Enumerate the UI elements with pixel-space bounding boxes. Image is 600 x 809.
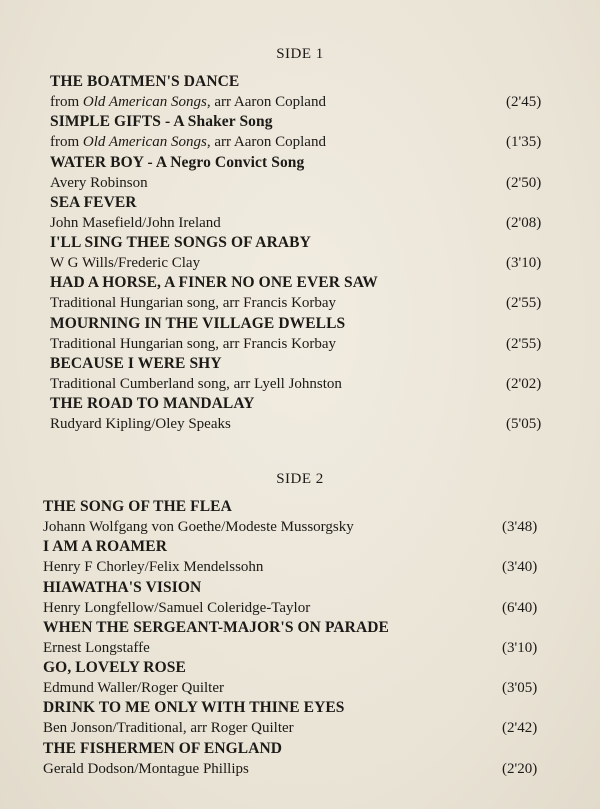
track-item (43, 739, 600, 779)
track-credit (43, 598, 310, 618)
track-title: THE FISHERMEN OF ENGLAND (43, 739, 283, 757)
track-duration: (5'05) (506, 416, 542, 433)
track-item (43, 537, 600, 577)
credit-text: Traditional Cumberland song, arr Lyell Johnston (50, 376, 342, 393)
track-duration: (3'48) (502, 519, 538, 535)
track-credit (43, 517, 354, 537)
track-duration: (2'42) (502, 720, 538, 737)
credit-text: Johann Wolfgang von Goethe/Modeste Mussorgsky (43, 519, 354, 535)
credit-text: Henry F Chorley/Felix Mendelssohn (43, 559, 264, 576)
track-title: HIAWATHA'S VISION (43, 578, 202, 596)
track-item (50, 193, 600, 233)
track-credit (43, 718, 294, 738)
track-credit (50, 293, 336, 313)
credit-source-title: Old American Songs (82, 134, 207, 151)
track-title: SIMPLE GIFTS - A Shaker Song (50, 113, 273, 131)
track-title: WHEN THE SERGEANT-MAJOR'S ON PARADE (43, 618, 389, 636)
side-2-tracklist (0, 497, 600, 779)
track-duration: (2'08) (506, 214, 542, 231)
side-2-heading: SIDE 2 (276, 471, 324, 487)
track-duration: (3'05) (502, 680, 538, 697)
track-title: THE ROAD TO MANDALAY (50, 395, 255, 413)
track-credit (50, 414, 231, 434)
credit-text: John Masefield/John Ireland (50, 214, 221, 231)
track-item (43, 578, 600, 618)
credit-text: Ernest Longstaffe (43, 639, 150, 656)
track-duration: (2'55) (506, 295, 542, 312)
track-title: BECAUSE I WERE SHY (50, 355, 222, 373)
track-item (43, 698, 600, 738)
track-title: HAD A HORSE, A FINER NO ONE EVER SAW (50, 274, 378, 292)
track-credit (50, 173, 148, 193)
track-credit (50, 132, 326, 152)
track-credit (50, 253, 200, 273)
track-item (50, 112, 600, 152)
track-duration: (1'35) (506, 134, 542, 151)
credit-text: Traditional Hungarian song, arr Francis Korbay (50, 335, 337, 352)
track-duration: (2'50) (506, 174, 542, 191)
track-item (50, 354, 600, 394)
track-duration: (2'45) (506, 94, 542, 110)
track-item (50, 72, 600, 112)
credit-arranger: , arr Aaron Copland (206, 134, 326, 151)
track-duration: (3'10) (506, 255, 542, 272)
track-credit (50, 374, 342, 394)
credit-text: Traditional Hungarian song, arr Francis Korbay (50, 295, 337, 312)
track-title: DRINK TO ME ONLY WITH THINE EYES (43, 699, 345, 717)
credit-text: Rudyard Kipling/Oley Speaks (50, 416, 231, 433)
track-duration: (6'40) (502, 599, 538, 616)
track-title: WATER BOY - A Negro Convict Song (50, 153, 305, 171)
track-credit (50, 92, 326, 112)
credit-text: Gerald Dodson/Montague Phillips (43, 760, 249, 777)
side-1-tracklist (0, 72, 600, 435)
track-item (50, 153, 600, 193)
track-duration: (3'10) (502, 639, 538, 656)
credit-text: Henry Longfellow/Samuel Coleridge-Taylor (43, 599, 311, 616)
track-credit (50, 213, 221, 233)
credit-source-title: Old American Songs (82, 94, 207, 110)
track-item (50, 394, 600, 434)
track-title: THE BOATMEN'S DANCE (50, 73, 240, 90)
credit-text: Ben Jonson/Traditional, arr Roger Quilter (43, 720, 294, 737)
side-1-heading: SIDE 1 (276, 46, 324, 62)
track-title: THE SONG OF THE FLEA (43, 498, 232, 515)
track-credit (43, 557, 263, 577)
credit-text: W G Wills/Frederic Clay (50, 255, 201, 272)
track-title: I'LL SING THEE SONGS OF ARABY (50, 234, 311, 252)
track-item (43, 497, 600, 537)
track-item (43, 618, 600, 658)
track-credit (43, 759, 249, 779)
track-item (50, 314, 600, 354)
credit-text: from (50, 94, 83, 110)
track-duration: (2'02) (506, 376, 542, 393)
track-title: GO, LOVELY ROSE (43, 659, 186, 677)
track-duration: (2'20) (502, 760, 538, 777)
track-title: MOURNING IN THE VILLAGE DWELLS (50, 314, 346, 332)
track-credit (50, 334, 336, 354)
track-item (50, 273, 600, 313)
credit-text: Avery Robinson (50, 174, 148, 191)
credit-text: from (50, 134, 83, 151)
credit-arranger: , arr Aaron Copland (206, 94, 326, 110)
track-item (43, 658, 600, 698)
credit-text: Edmund Waller/Roger Quilter (43, 680, 224, 697)
track-credit (43, 678, 224, 698)
track-title: I AM A ROAMER (43, 538, 168, 556)
track-credit (43, 638, 150, 658)
track-title: SEA FEVER (50, 193, 137, 211)
track-duration: (2'55) (506, 335, 542, 352)
track-item (50, 233, 600, 273)
track-duration: (3'40) (502, 559, 538, 576)
